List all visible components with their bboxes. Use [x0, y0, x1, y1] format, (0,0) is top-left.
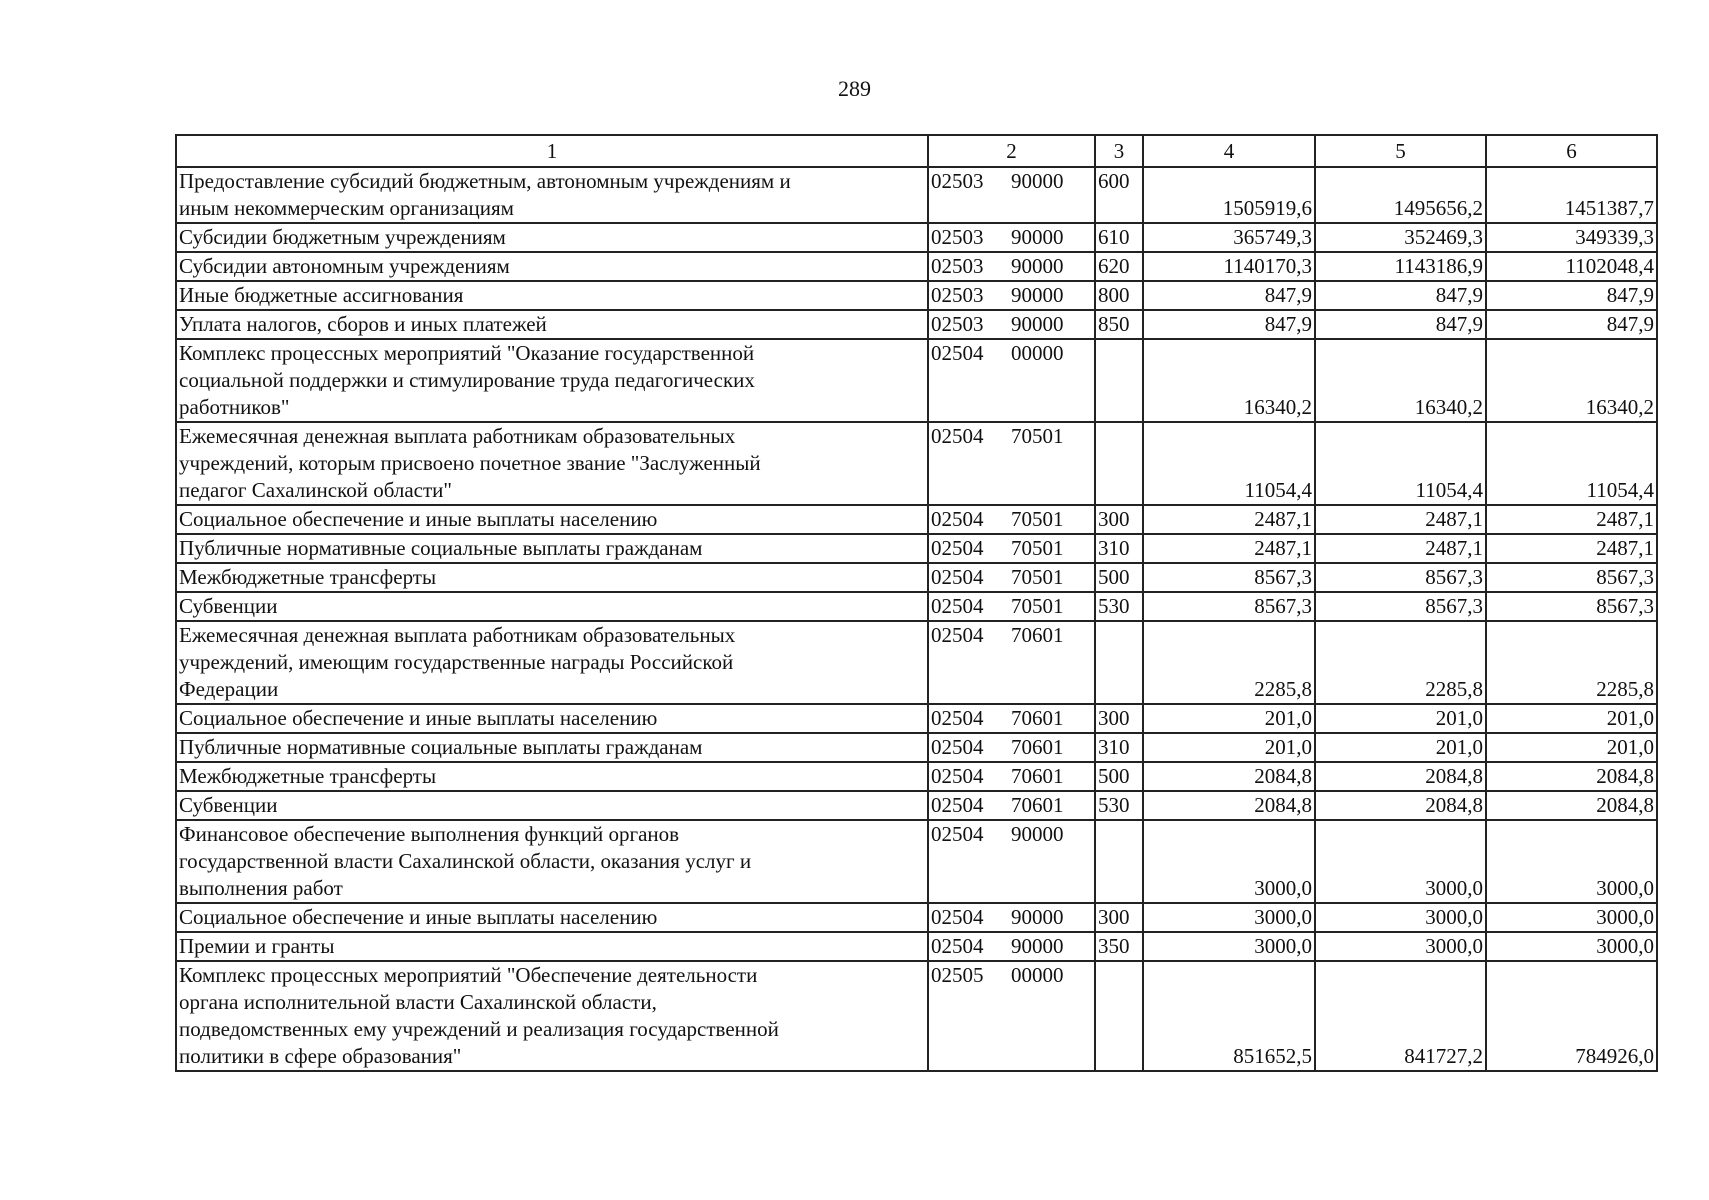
table-row [176, 167, 1657, 223]
row-value-col5: 847,9 [1315, 310, 1486, 339]
row-value-col4: 1505919,6 [1143, 167, 1315, 223]
row-value-col5: 2084,8 [1315, 762, 1486, 791]
row-value-col5: 2084,8 [1315, 791, 1486, 820]
direction-code: 90000 [1011, 312, 1064, 336]
header-cell: 2 [928, 135, 1095, 167]
direction-code: 70601 [1011, 623, 1064, 647]
direction-code: 90000 [1011, 934, 1064, 958]
row-code-cell [928, 704, 1095, 733]
row-value-col6: 2285,8 [1486, 621, 1657, 704]
row-value-col5: 352469,3 [1315, 223, 1486, 252]
table-row [176, 762, 1657, 791]
budget-table [175, 134, 1658, 1072]
program-code: 02504 [931, 507, 984, 531]
direction-code: 90000 [1011, 254, 1064, 278]
row-value-col5: 1143186,9 [1315, 252, 1486, 281]
table-row [176, 422, 1657, 505]
row-value-col6: 1102048,4 [1486, 252, 1657, 281]
row-code-cell [928, 167, 1095, 223]
row-value-col6: 349339,3 [1486, 223, 1657, 252]
row-code-cell [928, 339, 1095, 422]
table-row [176, 534, 1657, 563]
row-value-col5: 201,0 [1315, 733, 1486, 762]
row-name-cell: Уплата налогов, сборов и иных платежей [176, 310, 928, 339]
table-row [176, 339, 1657, 422]
row-code-cell [928, 762, 1095, 791]
row-code-cell [928, 281, 1095, 310]
row-code-cell [928, 791, 1095, 820]
program-code: 02504 [931, 565, 984, 589]
direction-code: 90000 [1011, 822, 1064, 846]
row-expense-type-cell: 300 [1095, 704, 1143, 733]
direction-code: 00000 [1011, 341, 1064, 365]
direction-code: 70501 [1011, 536, 1064, 560]
row-value-col6: 8567,3 [1486, 563, 1657, 592]
row-value-col5: 3000,0 [1315, 903, 1486, 932]
program-code: 02504 [931, 764, 984, 788]
row-expense-type-cell: 310 [1095, 534, 1143, 563]
direction-code: 70501 [1011, 424, 1064, 448]
row-name-cell: Публичные нормативные социальные выплаты гражданам [176, 534, 928, 563]
row-code-cell [928, 592, 1095, 621]
row-value-col4: 847,9 [1143, 281, 1315, 310]
row-value-col5: 8567,3 [1315, 563, 1486, 592]
row-value-col4: 2285,8 [1143, 621, 1315, 704]
header-cell: 5 [1315, 135, 1486, 167]
row-value-col6: 2487,1 [1486, 534, 1657, 563]
table-row [176, 621, 1657, 704]
row-value-col4: 1140170,3 [1143, 252, 1315, 281]
page-number: 289 [838, 76, 871, 101]
program-code: 02503 [931, 283, 984, 307]
row-name-cell: Субсидии бюджетным учреждениям [176, 223, 928, 252]
row-value-col5: 2487,1 [1315, 505, 1486, 534]
row-value-col6: 2487,1 [1486, 505, 1657, 534]
direction-code: 70601 [1011, 764, 1064, 788]
table-row [176, 563, 1657, 592]
row-name-cell: Межбюджетные трансферты [176, 563, 928, 592]
row-expense-type-cell: 850 [1095, 310, 1143, 339]
row-value-col6: 1451387,7 [1486, 167, 1657, 223]
row-value-col6: 8567,3 [1486, 592, 1657, 621]
program-code: 02504 [931, 735, 984, 759]
row-expense-type-cell: 530 [1095, 592, 1143, 621]
row-code-cell [928, 223, 1095, 252]
program-code: 02504 [931, 793, 984, 817]
row-expense-type-cell: 530 [1095, 791, 1143, 820]
row-value-col4: 2487,1 [1143, 534, 1315, 563]
direction-code: 70601 [1011, 793, 1064, 817]
program-code: 02503 [931, 254, 984, 278]
row-code-cell [928, 310, 1095, 339]
row-code-cell [928, 903, 1095, 932]
row-expense-type-cell: 610 [1095, 223, 1143, 252]
table-body [176, 135, 1657, 1071]
row-value-col4: 3000,0 [1143, 820, 1315, 903]
program-code: 02504 [931, 341, 984, 365]
row-expense-type-cell [1095, 621, 1143, 704]
row-name-cell: Предоставление субсидий бюджетным, автономным учреждениям и иным некоммерческим организациям [176, 167, 928, 223]
program-code: 02504 [931, 706, 984, 730]
row-code-cell [928, 820, 1095, 903]
row-expense-type-cell: 620 [1095, 252, 1143, 281]
row-expense-type-cell: 600 [1095, 167, 1143, 223]
direction-code: 70501 [1011, 594, 1064, 618]
table-header-row [176, 135, 1657, 167]
row-value-col4: 8567,3 [1143, 592, 1315, 621]
table-row [176, 281, 1657, 310]
row-name-cell: Социальное обеспечение и иные выплаты населению [176, 505, 928, 534]
row-code-cell [928, 252, 1095, 281]
row-expense-type-cell [1095, 339, 1143, 422]
table-row [176, 252, 1657, 281]
program-code: 02504 [931, 424, 984, 448]
row-name-cell: Финансовое обеспечение выполнения функций органов государственной власти Сахалинской области, оказания услуг и выполнения работ [176, 820, 928, 903]
row-name-cell: Субсидии автономным учреждениям [176, 252, 928, 281]
header-cell: 4 [1143, 135, 1315, 167]
row-expense-type-cell: 350 [1095, 932, 1143, 961]
program-code: 02504 [931, 623, 984, 647]
row-value-col6: 847,9 [1486, 281, 1657, 310]
row-value-col4: 201,0 [1143, 704, 1315, 733]
direction-code: 90000 [1011, 905, 1064, 929]
table-row [176, 791, 1657, 820]
row-name-cell: Субвенции [176, 592, 928, 621]
row-value-col6: 16340,2 [1486, 339, 1657, 422]
row-value-col4: 201,0 [1143, 733, 1315, 762]
table-row [176, 704, 1657, 733]
row-value-col6: 3000,0 [1486, 932, 1657, 961]
row-value-col4: 2084,8 [1143, 791, 1315, 820]
row-code-cell [928, 422, 1095, 505]
program-code: 02503 [931, 312, 984, 336]
row-value-col5: 16340,2 [1315, 339, 1486, 422]
program-code: 02503 [931, 169, 984, 193]
row-value-col6: 3000,0 [1486, 820, 1657, 903]
row-code-cell [928, 505, 1095, 534]
table-row [176, 310, 1657, 339]
row-expense-type-cell [1095, 422, 1143, 505]
row-code-cell [928, 733, 1095, 762]
row-value-col5: 1495656,2 [1315, 167, 1486, 223]
direction-code: 70601 [1011, 706, 1064, 730]
row-value-col4: 3000,0 [1143, 932, 1315, 961]
direction-code: 90000 [1011, 169, 1064, 193]
program-code: 02504 [931, 905, 984, 929]
row-value-col5: 2285,8 [1315, 621, 1486, 704]
row-value-col6: 201,0 [1486, 704, 1657, 733]
table-row [176, 505, 1657, 534]
row-expense-type-cell: 300 [1095, 903, 1143, 932]
row-value-col4: 2084,8 [1143, 762, 1315, 791]
row-value-col5: 847,9 [1315, 281, 1486, 310]
direction-code: 70501 [1011, 507, 1064, 531]
table-row [176, 733, 1657, 762]
row-name-cell: Ежемесячная денежная выплата работникам образовательных учреждений, которым присвоено почетное звание "Заслуженный педагог Сахалинской области" [176, 422, 928, 505]
row-name-cell: Межбюджетные трансферты [176, 762, 928, 791]
row-value-col4: 2487,1 [1143, 505, 1315, 534]
program-code: 02504 [931, 536, 984, 560]
row-value-col5: 11054,4 [1315, 422, 1486, 505]
direction-code: 00000 [1011, 963, 1064, 987]
program-code: 02503 [931, 225, 984, 249]
row-value-col6: 847,9 [1486, 310, 1657, 339]
row-code-cell [928, 534, 1095, 563]
row-value-col4: 3000,0 [1143, 903, 1315, 932]
row-value-col4: 847,9 [1143, 310, 1315, 339]
row-expense-type-cell: 800 [1095, 281, 1143, 310]
row-value-col5: 3000,0 [1315, 820, 1486, 903]
row-value-col4: 851652,5 [1143, 961, 1315, 1071]
direction-code: 90000 [1011, 283, 1064, 307]
table-row [176, 903, 1657, 932]
header-cell: 1 [176, 135, 928, 167]
row-value-col4: 16340,2 [1143, 339, 1315, 422]
row-name-cell: Комплекс процессных мероприятий "Обеспечение деятельности органа исполнительной власти Сахалинской области, подведомственных ему учреждений и реализация государственной политики в сфере образования" [176, 961, 928, 1071]
row-value-col5: 8567,3 [1315, 592, 1486, 621]
table-row [176, 592, 1657, 621]
row-expense-type-cell: 310 [1095, 733, 1143, 762]
row-name-cell: Иные бюджетные ассигнования [176, 281, 928, 310]
row-value-col5: 201,0 [1315, 704, 1486, 733]
row-name-cell: Социальное обеспечение и иные выплаты населению [176, 704, 928, 733]
row-expense-type-cell: 500 [1095, 563, 1143, 592]
row-code-cell [928, 563, 1095, 592]
header-cell: 6 [1486, 135, 1657, 167]
row-name-cell: Комплекс процессных мероприятий "Оказание государственной социальной поддержки и стимулирование труда педагогических работников" [176, 339, 928, 422]
row-code-cell [928, 932, 1095, 961]
row-name-cell: Публичные нормативные социальные выплаты гражданам [176, 733, 928, 762]
row-expense-type-cell: 300 [1095, 505, 1143, 534]
program-code: 02505 [931, 963, 984, 987]
header-cell: 3 [1095, 135, 1143, 167]
row-value-col6: 3000,0 [1486, 903, 1657, 932]
row-value-col6: 2084,8 [1486, 762, 1657, 791]
row-value-col5: 2487,1 [1315, 534, 1486, 563]
table-row [176, 223, 1657, 252]
row-expense-type-cell [1095, 961, 1143, 1071]
table-row [176, 820, 1657, 903]
direction-code: 70501 [1011, 565, 1064, 589]
row-value-col6: 784926,0 [1486, 961, 1657, 1071]
row-code-cell [928, 621, 1095, 704]
program-code: 02504 [931, 594, 984, 618]
program-code: 02504 [931, 934, 984, 958]
row-name-cell: Субвенции [176, 791, 928, 820]
row-value-col6: 11054,4 [1486, 422, 1657, 505]
row-value-col5: 841727,2 [1315, 961, 1486, 1071]
row-value-col5: 3000,0 [1315, 932, 1486, 961]
row-value-col4: 11054,4 [1143, 422, 1315, 505]
row-name-cell: Премии и гранты [176, 932, 928, 961]
table-row [176, 961, 1657, 1071]
direction-code: 90000 [1011, 225, 1064, 249]
row-value-col4: 8567,3 [1143, 563, 1315, 592]
table-row [176, 932, 1657, 961]
row-expense-type-cell [1095, 820, 1143, 903]
row-value-col6: 201,0 [1486, 733, 1657, 762]
row-value-col6: 2084,8 [1486, 791, 1657, 820]
row-name-cell: Социальное обеспечение и иные выплаты населению [176, 903, 928, 932]
row-expense-type-cell: 500 [1095, 762, 1143, 791]
program-code: 02504 [931, 822, 984, 846]
row-code-cell [928, 961, 1095, 1071]
row-value-col4: 365749,3 [1143, 223, 1315, 252]
direction-code: 70601 [1011, 735, 1064, 759]
row-name-cell: Ежемесячная денежная выплата работникам образовательных учреждений, имеющим государственные награды Российской Федерации [176, 621, 928, 704]
